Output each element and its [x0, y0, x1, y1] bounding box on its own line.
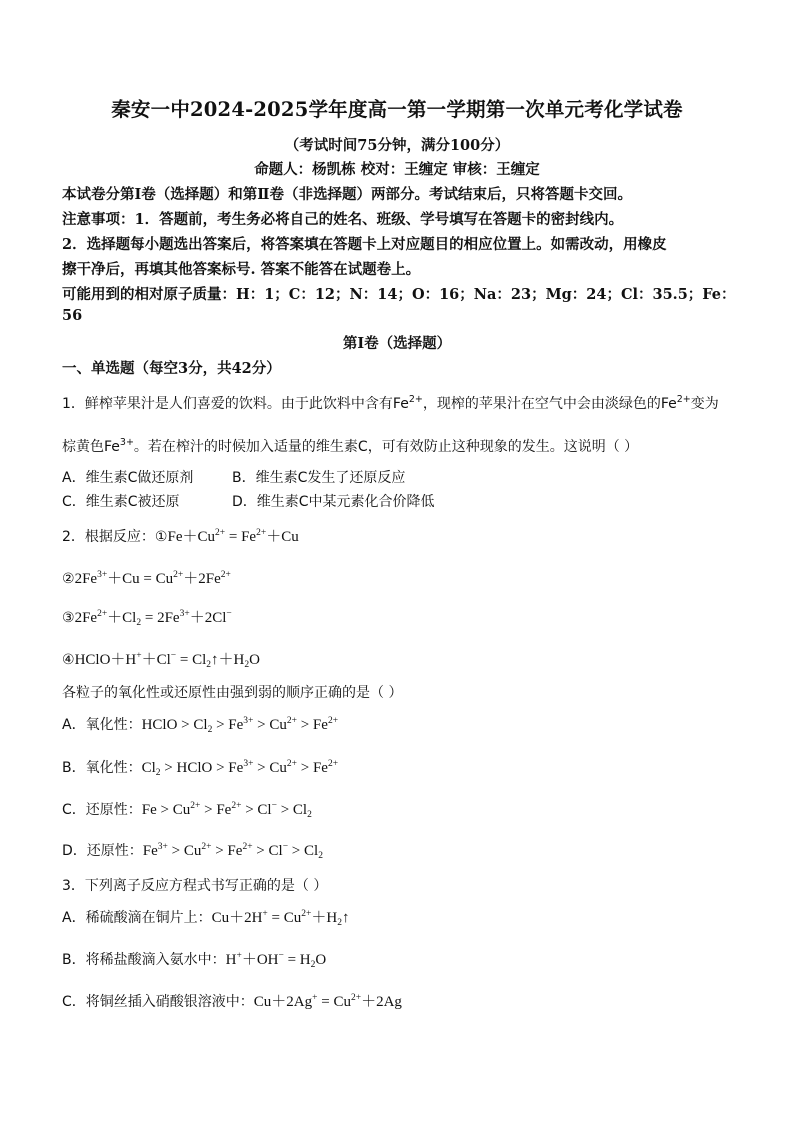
q2-option-c[interactable]: C．还原性：$Fe > Cu^{2+} > Fe^{2+} > Cl^- > Cl_2$ [62, 801, 312, 820]
q2-question: 各粒子的氧化性或还原性由强到弱的顺序正确的是（ ） [62, 685, 403, 701]
q1-options-row-1 [62, 467, 662, 487]
q1-option-d[interactable]: D．维生素C中某元素化合价降低 [232, 494, 435, 510]
q2-reaction-1: 2．根据反应：$①Fe+Cu^{2+} = Fe^{2+}+Cu$ [62, 528, 299, 545]
instruction-line-1: 本试卷分第Ⅰ卷（选择题）和第Ⅱ卷（非选择题）两部分。考试结束后，只将答题卡交回。 [62, 186, 632, 203]
q2-equation-3: $2Fe^{2+}+Cl_2 = 2Fe^{3+}+2Cl^-$ [74, 609, 232, 628]
q2-option-a[interactable]: A．氧化性：HClO > $Cl_2 > Fe^{3+} > Cu^{2+} > Fe^{2+}$ [62, 716, 339, 735]
q2-equation-1: $Fe+Cu^{2+} = Fe^{2+}+Cu$ [167, 528, 299, 545]
q2-option-b[interactable]: B．氧化性：$Cl_2$ > HClO > $Fe^{3+} > Cu^{2+} > Fe^{2+}$ [62, 759, 339, 778]
q1-option-b[interactable]: B．维生素C发生了还原反应 [232, 470, 406, 486]
q2-option-d[interactable]: D．还原性：$Fe^{3+} > Cu^{2+} > Fe^{2+} > Cl^- > Cl_2$ [62, 842, 323, 861]
q1-stem-line-2: 棕黄色$Fe^{3+}$。若在榨汁的时候加入适量的维生素C，可有效防止这种现象的发生。这说明（ ） [62, 437, 639, 455]
exam-info: （考试时间75分钟，满分100分） [284, 137, 510, 154]
q3-option-a[interactable]: A．稀硫酸滴在铜片上：$Cu+2H^+ = Cu^{2+}+H_2↑$ [62, 909, 350, 928]
q2-reaction-2: $②2Fe^{3+}+Cu = Cu^{2+}+2Fe^{2+}$ [62, 570, 231, 587]
q3-option-b[interactable]: B．将稀盐酸滴入氨水中：$H^++OH^- = H_2O$ [62, 951, 327, 970]
q2-equation-4: HClO＋H+＋Cl− = $Cl_2↑+H_2O$ [74, 651, 260, 670]
q1-stem-line-1: 1．鲜榨苹果汁是人们喜爱的饮料。由于此饮料中含有$Fe^{2+}$，现榨的苹果汁在空气中会由淡绿色的$Fe^{2+}$变为 [62, 394, 719, 412]
q2-equation-2: $2Fe^{3+}+Cu = Cu^{2+}+2Fe^{2+}$ [74, 570, 231, 587]
q3-option-c[interactable]: C．将铜丝插入硝酸银溶液中：$Cu+2Ag^+ = Cu^{2+}+2Ag$ [62, 993, 402, 1010]
q2-reaction-4: ④HClO＋H+＋Cl− = $Cl_2↑+H_2O$ [62, 651, 260, 670]
q1-options-row-2 [62, 491, 662, 511]
part-title: 第Ⅰ卷（选择题） [342, 335, 452, 352]
instruction-line-3: 2．选择题每小题选出答案后，将答案填在答题卡上对应题目的相应位置上。如需改动，用橡皮 [62, 236, 667, 253]
section-heading: 一、单选题（每空3分，共42分） [62, 360, 281, 377]
exam-staff: 命题人：杨凯栋 校对：王缠定 审核：王缠定 [254, 161, 540, 178]
exam-title: 秦安一中2024-2025学年度高一第一学期第一次单元考化学试卷 [111, 98, 683, 121]
q1-option-c[interactable]: C．维生素C被还原 [62, 494, 180, 510]
instruction-line-2: 注意事项：1．答题前，考生务必将自己的姓名、班级、学号填写在答题卡的密封线内。 [62, 211, 624, 228]
instruction-line-6: 56 [62, 307, 83, 324]
q1-option-a[interactable]: A．维生素C做还原剂 [62, 470, 194, 486]
q2-reaction-3: $③2Fe^{2+}+Cl_2 = 2Fe^{3+}+2Cl^-$ [62, 609, 232, 628]
instruction-line-4: 擦干净后，再填其他答案标号. 答案不能答在试题卷上。 [62, 261, 421, 278]
q3-stem: 3．下列离子反应方程式书写正确的是（ ） [62, 878, 328, 894]
instruction-line-5: 可能用到的相对原子质量：H：1；C：12；N：14；O：16；Na：23；Mg：24；Cl：35.5；Fe： [62, 286, 736, 303]
